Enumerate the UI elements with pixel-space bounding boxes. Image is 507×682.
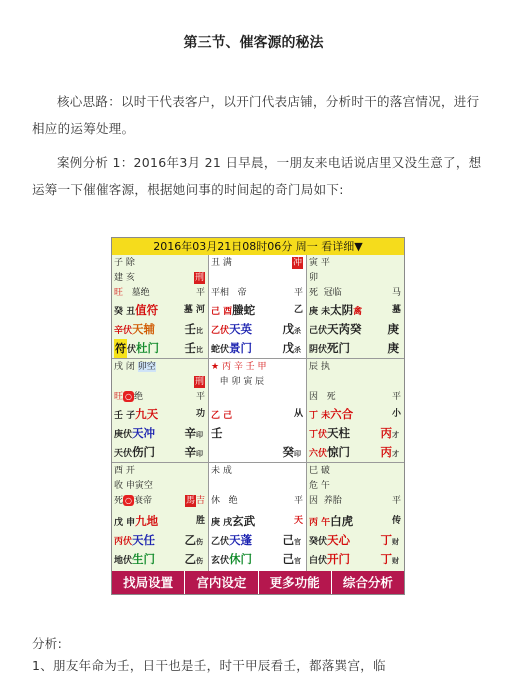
palace-line: 建 亥 刑	[114, 273, 204, 283]
palace-line: 子 除	[114, 258, 135, 268]
palace-line: 丙 午白虎 传	[309, 514, 401, 528]
find-layout-button[interactable]: 找局设置	[112, 571, 185, 594]
palace-line: 癸印	[282, 445, 301, 459]
palace-dui	[307, 359, 404, 463]
palace-line: 死 ○ 衰帝 馬吉	[114, 496, 205, 506]
palace-line: 己伏天芮癸 庚	[309, 322, 399, 336]
palace-kun	[307, 255, 404, 359]
palace-line: 丑 满 冲	[211, 258, 302, 268]
palace-line: 天伏伤门 辛印	[114, 445, 203, 459]
palace-line: 辛伏天辅 壬比	[114, 322, 203, 336]
palace-line: 戌 闭 卯空	[114, 362, 156, 372]
palace-line: 危 午	[309, 481, 330, 491]
palace-line: 旺 ○ 绝 平	[114, 392, 205, 402]
palace-line: 收 申寅空	[114, 481, 153, 491]
palace-line: 乙 己 从	[211, 409, 303, 421]
palace-line: 丁伏天柱 丙才	[309, 426, 399, 440]
palace-line: 未 成	[211, 466, 232, 476]
section-title: 第三节、催客源的秘法	[183, 35, 324, 51]
palace-line: 玄伏休门 己官	[211, 552, 301, 566]
palace-grid	[112, 255, 404, 571]
palace-li	[209, 255, 307, 359]
palace-line: 癸 丑值符 墓 河	[114, 303, 205, 317]
palace-xun	[112, 255, 209, 359]
qimen-chart-screenshot	[111, 237, 405, 595]
palace-line: 壬	[211, 426, 223, 440]
palace-gen	[112, 463, 209, 571]
palace-line: 旺 墓绝 平	[114, 288, 205, 298]
palace-line: 符伏杜门 壬比	[114, 338, 206, 358]
palace-line: 癸伏天心 丁财	[309, 533, 399, 547]
horse-tag: 馬	[185, 496, 195, 506]
palace-line: 丙伏天任 乙伤	[114, 533, 203, 547]
case-analysis-paragraph: 案例分析 1：2016年3月 21 日早晨，一朋友来电话说店里又没生意了，想运筹一下催催客源，根据她问事的时间起的奇门局如下:	[32, 155, 482, 197]
palace-line: 己 酉螣蛇 乙	[211, 303, 303, 317]
palace-line: ★ 丙 辛 壬 甲	[211, 362, 267, 372]
palace-qian	[307, 463, 404, 571]
palace-line: 庚 未太阴禽 墓	[309, 303, 401, 317]
palace-line: 庚伏天冲 辛印	[114, 426, 203, 440]
palace-line: 卯	[309, 273, 319, 283]
palace-center	[209, 359, 307, 463]
chart-header[interactable]: 2016年03月21日08时06分 周一 看详细▼	[112, 238, 404, 255]
core-idea-paragraph: 核心思路：以时干代表客户，以开门代表店铺，分析时干的落宫情况，进行相应的运筹处理。	[32, 94, 480, 136]
palace-line: 酉 开	[114, 466, 135, 476]
palace-line: 乙伏天英 戊杀	[211, 322, 301, 336]
circle-marker-icon: ○	[123, 495, 134, 506]
palace-line: 乙伏天蓬 己官	[211, 533, 301, 547]
palace-line: 庚 戌玄武 天	[211, 514, 303, 528]
palace-line: 蛇伏景门 戊杀	[211, 341, 301, 355]
palace-line: 丁 未六合 小	[309, 407, 401, 421]
palace-line: 戊 申九地 胜	[114, 514, 205, 528]
chong-tag: 冲	[292, 258, 302, 268]
analysis-point-1: 1、朋友年命为壬，日干也是壬，时干甲辰看壬，都落巽宫，临	[32, 658, 386, 673]
palace-zhen	[112, 359, 209, 463]
palace-line: 巳 破	[309, 466, 330, 476]
palace-line: 死 冠临 马	[309, 288, 401, 298]
bottom-toolbar	[112, 571, 404, 594]
palace-line	[114, 374, 206, 390]
palace-settings-button[interactable]: 宫内设定	[185, 571, 258, 594]
xing-tag: 刑	[194, 377, 204, 387]
palace-line: 休 绝 平	[211, 496, 303, 506]
star-icon: ★	[211, 362, 220, 372]
palace-line: 辰 执	[309, 362, 330, 372]
palace-line: 因 死 平	[309, 392, 401, 402]
palace-line: 地伏生门 乙伤	[114, 552, 203, 566]
palace-line: 六伏惊门 丙才	[309, 445, 399, 459]
analysis-label: 分析:	[32, 636, 63, 651]
palace-kan	[209, 463, 307, 571]
more-functions-button[interactable]: 更多功能	[259, 571, 332, 594]
palace-line: 壬 子九天 功	[114, 407, 205, 421]
palace-line: 申 卯 寅 辰	[219, 377, 265, 387]
fu-tag: 符	[114, 339, 127, 359]
palace-line: 寅 平	[309, 258, 330, 268]
palace-line: 阴伏死门 庚	[309, 341, 399, 355]
palace-line: 白伏开门 丁财	[309, 552, 399, 566]
xing-tag: 刑	[194, 273, 204, 283]
palace-line: 因 养胎 平	[309, 496, 401, 506]
circle-marker-icon: ○	[123, 391, 134, 402]
comprehensive-analysis-button[interactable]: 综合分析	[342, 575, 393, 590]
palace-line: 平相 帝 平	[211, 288, 303, 298]
